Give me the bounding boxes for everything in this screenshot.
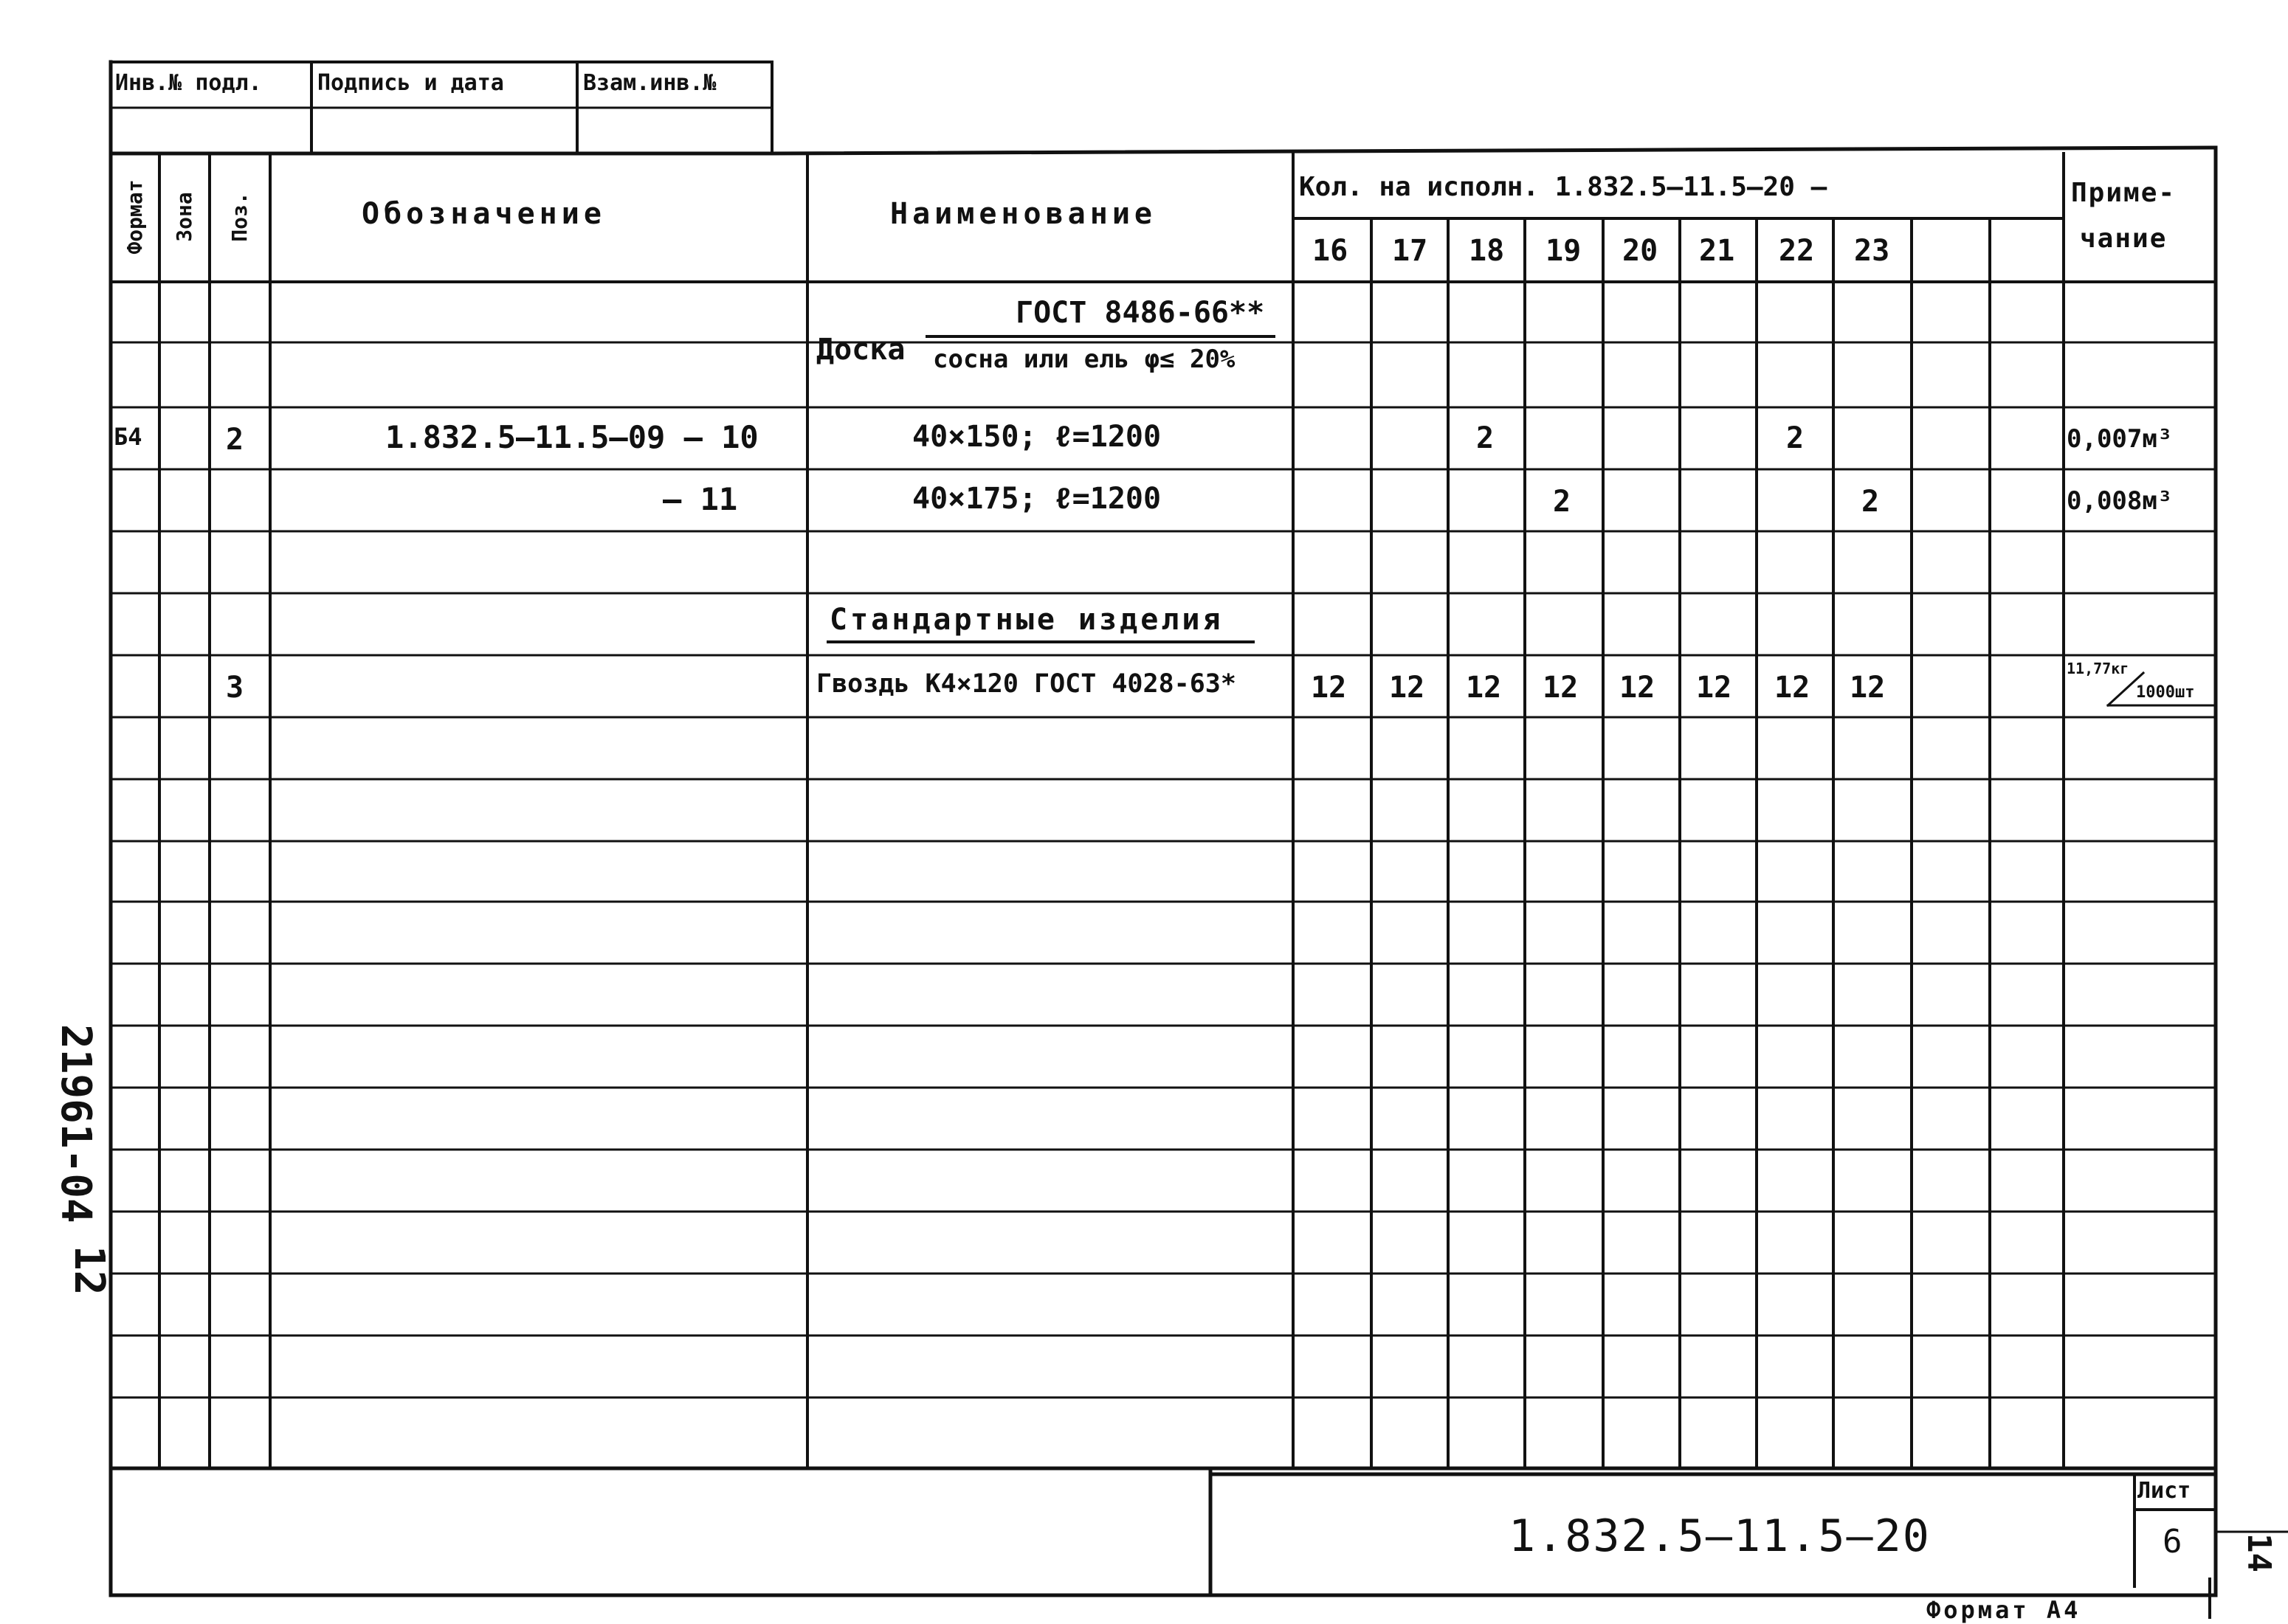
section-standard-title: Стандартные изделия xyxy=(830,603,1224,637)
variant-header: 17 xyxy=(1392,234,1428,268)
nail-qty: 12 xyxy=(1389,671,1425,705)
footer-format: Формат А4 xyxy=(1926,1596,2081,1624)
row2-naimenovanie: 40×175; ℓ=1200 xyxy=(912,482,1162,516)
nail-prim-top: 11,77кг xyxy=(2067,660,2129,677)
title-list-label: Лист xyxy=(2137,1478,2191,1504)
nail-qty: 12 xyxy=(1774,671,1810,705)
header-primechanie-1: Приме- xyxy=(2071,178,2177,208)
row1-primechanie: 0,007м³ xyxy=(2067,424,2173,454)
board-gost: ГОСТ 8486-66** xyxy=(1016,296,1265,330)
variant-header: 20 xyxy=(1622,234,1658,268)
variant-header: 21 xyxy=(1699,234,1735,268)
left-page-number: 12 xyxy=(65,1245,113,1296)
nail-qty: 12 xyxy=(1850,671,1886,705)
nail-qty: 12 xyxy=(1466,671,1502,705)
title-doc-number: 1.832.5–11.5–20 xyxy=(1509,1510,1931,1562)
nail-poz: 3 xyxy=(226,671,244,705)
row1-qty-18: 2 xyxy=(1476,421,1495,455)
header-primechanie-2: чание xyxy=(2080,224,2168,254)
table-row-lines xyxy=(111,282,2216,1468)
header-zona: Зона xyxy=(172,192,196,242)
header-oboznachenie: Обозначение xyxy=(362,197,606,231)
row2-primechanie: 0,008м³ xyxy=(2067,486,2173,516)
title-list-number: 6 xyxy=(2163,1523,2182,1561)
nail-qty: 12 xyxy=(1543,671,1579,705)
main-frame xyxy=(111,62,2216,1595)
stamp-inv-no-podl: Инв.№ подл. xyxy=(115,70,262,96)
header-naimenovanie: Наименование xyxy=(890,197,1157,231)
nail-qty: 12 xyxy=(1696,671,1732,705)
row1-poz: 2 xyxy=(226,423,244,457)
nail-qty: 12 xyxy=(1619,671,1655,705)
variant-header: 19 xyxy=(1546,234,1582,268)
row1-naimenovanie: 40×150; ℓ=1200 xyxy=(912,420,1162,454)
header-poz: Поз. xyxy=(227,192,252,242)
variant-header: 18 xyxy=(1469,234,1505,268)
left-archive-number: 21961-04 xyxy=(52,1024,100,1223)
nail-prim-bottom: 1000шт xyxy=(2136,683,2195,702)
stamp-vzam-inv: Взам.инв.№ xyxy=(583,70,717,96)
row1-format: Б4 xyxy=(114,423,142,451)
variant-header: 22 xyxy=(1779,234,1815,268)
header-format: Формат xyxy=(123,179,147,255)
nail-naimenovanie: Гвоздь К4×120 ГОСТ 4028-63* xyxy=(816,669,1236,699)
row1-qty-22: 2 xyxy=(1786,421,1805,455)
row2-qty-19: 2 xyxy=(1553,485,1571,519)
right-page-number: 14 xyxy=(2240,1533,2278,1572)
board-material: сосна или ель φ≤ 20% xyxy=(933,345,1236,374)
row2-qty-23: 2 xyxy=(1861,485,1880,519)
nail-qty: 12 xyxy=(1311,671,1347,705)
stamp-podpis-data: Подпись и дата xyxy=(317,70,504,96)
row1-oboznachenie: 1.832.5–11.5–09 – 10 xyxy=(385,419,759,455)
header-kol-na-ispoln: Кол. на исполн. 1.832.5–11.5–20 – xyxy=(1299,172,1827,202)
board-doska: Доска xyxy=(816,333,906,367)
variant-header: 16 xyxy=(1312,234,1348,268)
row2-oboznachenie: – 11 xyxy=(663,481,738,517)
variant-header: 23 xyxy=(1854,234,1890,268)
